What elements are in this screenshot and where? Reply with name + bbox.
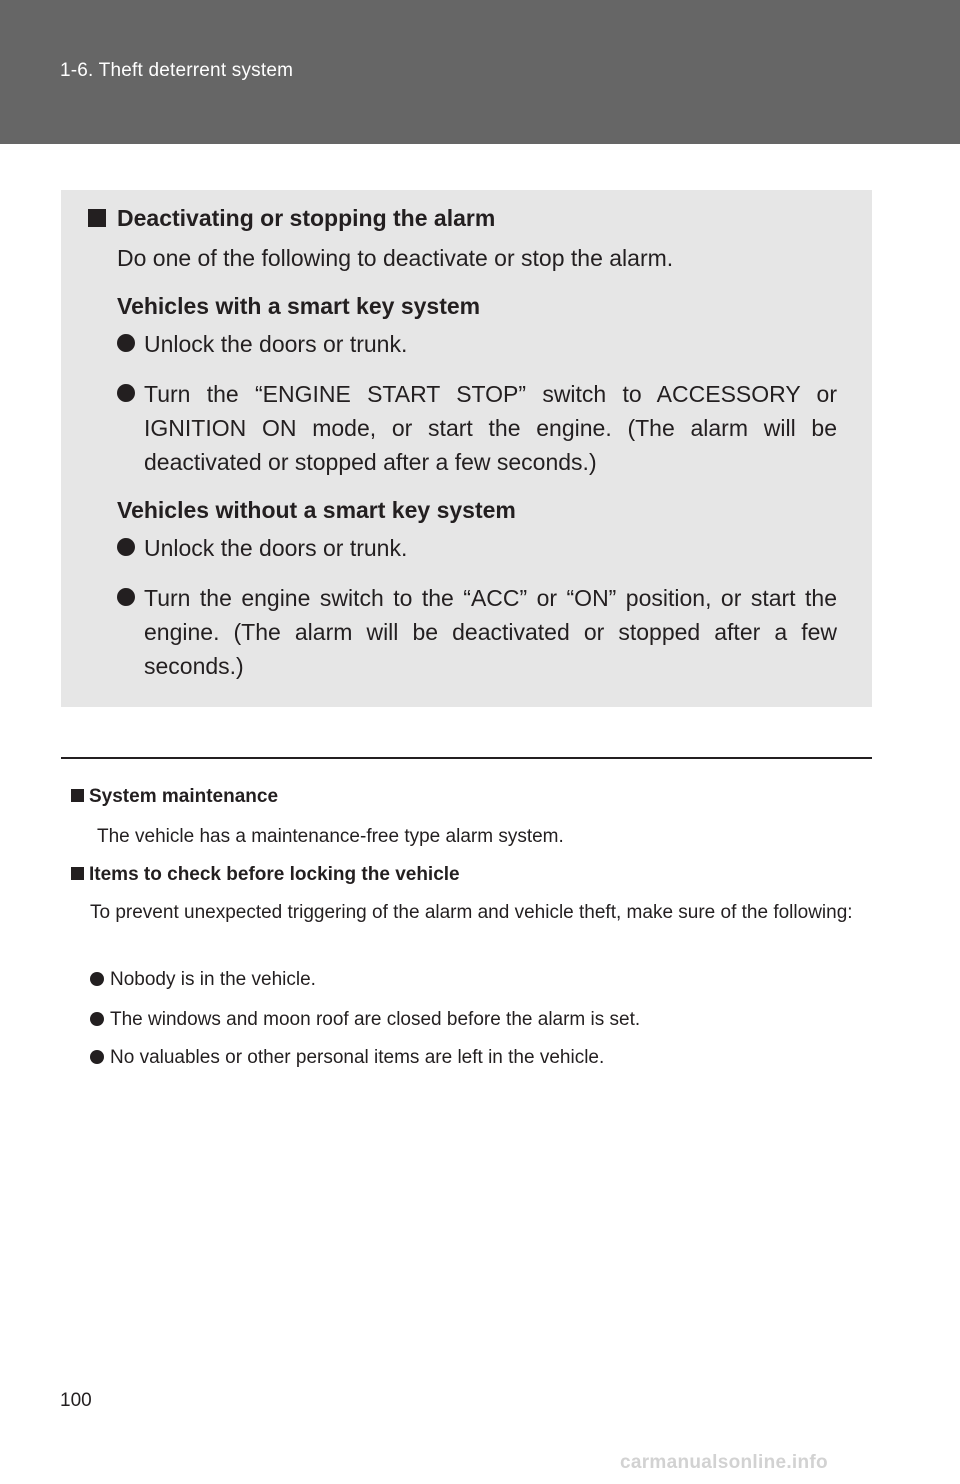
square-bullet-icon xyxy=(71,867,84,880)
round-bullet-icon xyxy=(117,588,135,606)
items-check-heading-text: Items to check before locking the vehicle xyxy=(89,864,460,885)
square-bullet-icon xyxy=(88,209,106,227)
round-bullet-icon xyxy=(90,1012,104,1026)
watermark: carmanualsonline.info xyxy=(620,1452,828,1473)
no-smart-key-subheading: Vehicles without a smart key system xyxy=(117,497,516,523)
items-check-bullet-text: No valuables or other personal items are left in the vehicle. xyxy=(110,1047,605,1068)
items-check-bullet xyxy=(90,1009,640,1031)
no-smart-key-bullet-text: Turn the engine switch to the “ACC” or “ON” position, or start the engine. (The alarm will be deactivated or stopped after a few seconds.) xyxy=(144,585,837,679)
page-number: 100 xyxy=(60,1390,92,1411)
round-bullet-icon xyxy=(90,1050,104,1064)
maintenance-text: The vehicle has a maintenance-free type alarm system. xyxy=(97,826,564,847)
round-bullet-icon xyxy=(90,972,104,986)
no-smart-key-bullet xyxy=(117,581,837,683)
items-check-bullet-text: The windows and moon roof are closed before the alarm is set. xyxy=(110,1009,641,1030)
alarm-box-intro: Do one of the following to deactivate or stop the alarm. xyxy=(117,245,674,271)
smart-key-bullet xyxy=(117,327,837,361)
smart-key-bullet-text: Unlock the doors or trunk. xyxy=(144,331,408,357)
maintenance-heading xyxy=(71,786,278,808)
smart-key-bullet xyxy=(117,377,837,479)
alarm-box-heading xyxy=(88,205,495,232)
items-check-intro: To prevent unexpected triggering of the alarm and vehicle theft, make sure of the following: xyxy=(90,902,853,923)
items-check-heading xyxy=(71,864,460,886)
items-check-bullet xyxy=(90,1047,604,1069)
items-check-bullet-text: Nobody is in the vehicle. xyxy=(110,969,316,990)
header-band xyxy=(0,0,960,144)
round-bullet-icon xyxy=(117,334,135,352)
alarm-box-heading-text: Deactivating or stopping the alarm xyxy=(117,205,496,231)
items-check-bullet xyxy=(90,969,316,991)
maintenance-heading-text: System maintenance xyxy=(89,786,279,807)
no-smart-key-bullet xyxy=(117,531,837,565)
section-divider xyxy=(61,757,872,759)
smart-key-subheading: Vehicles with a smart key system xyxy=(117,293,481,319)
smart-key-bullet-text: Turn the “ENGINE START STOP” switch to ACCESSORY or IGNITION ON mode, or start the engine. (The alarm will be deactivated or stopped after a few seconds.) xyxy=(144,381,837,475)
no-smart-key-bullet-text: Unlock the doors or trunk. xyxy=(144,535,408,561)
square-bullet-icon xyxy=(71,789,84,802)
round-bullet-icon xyxy=(117,538,135,556)
section-title: 1-6. Theft deterrent system xyxy=(60,60,294,81)
round-bullet-icon xyxy=(117,384,135,402)
